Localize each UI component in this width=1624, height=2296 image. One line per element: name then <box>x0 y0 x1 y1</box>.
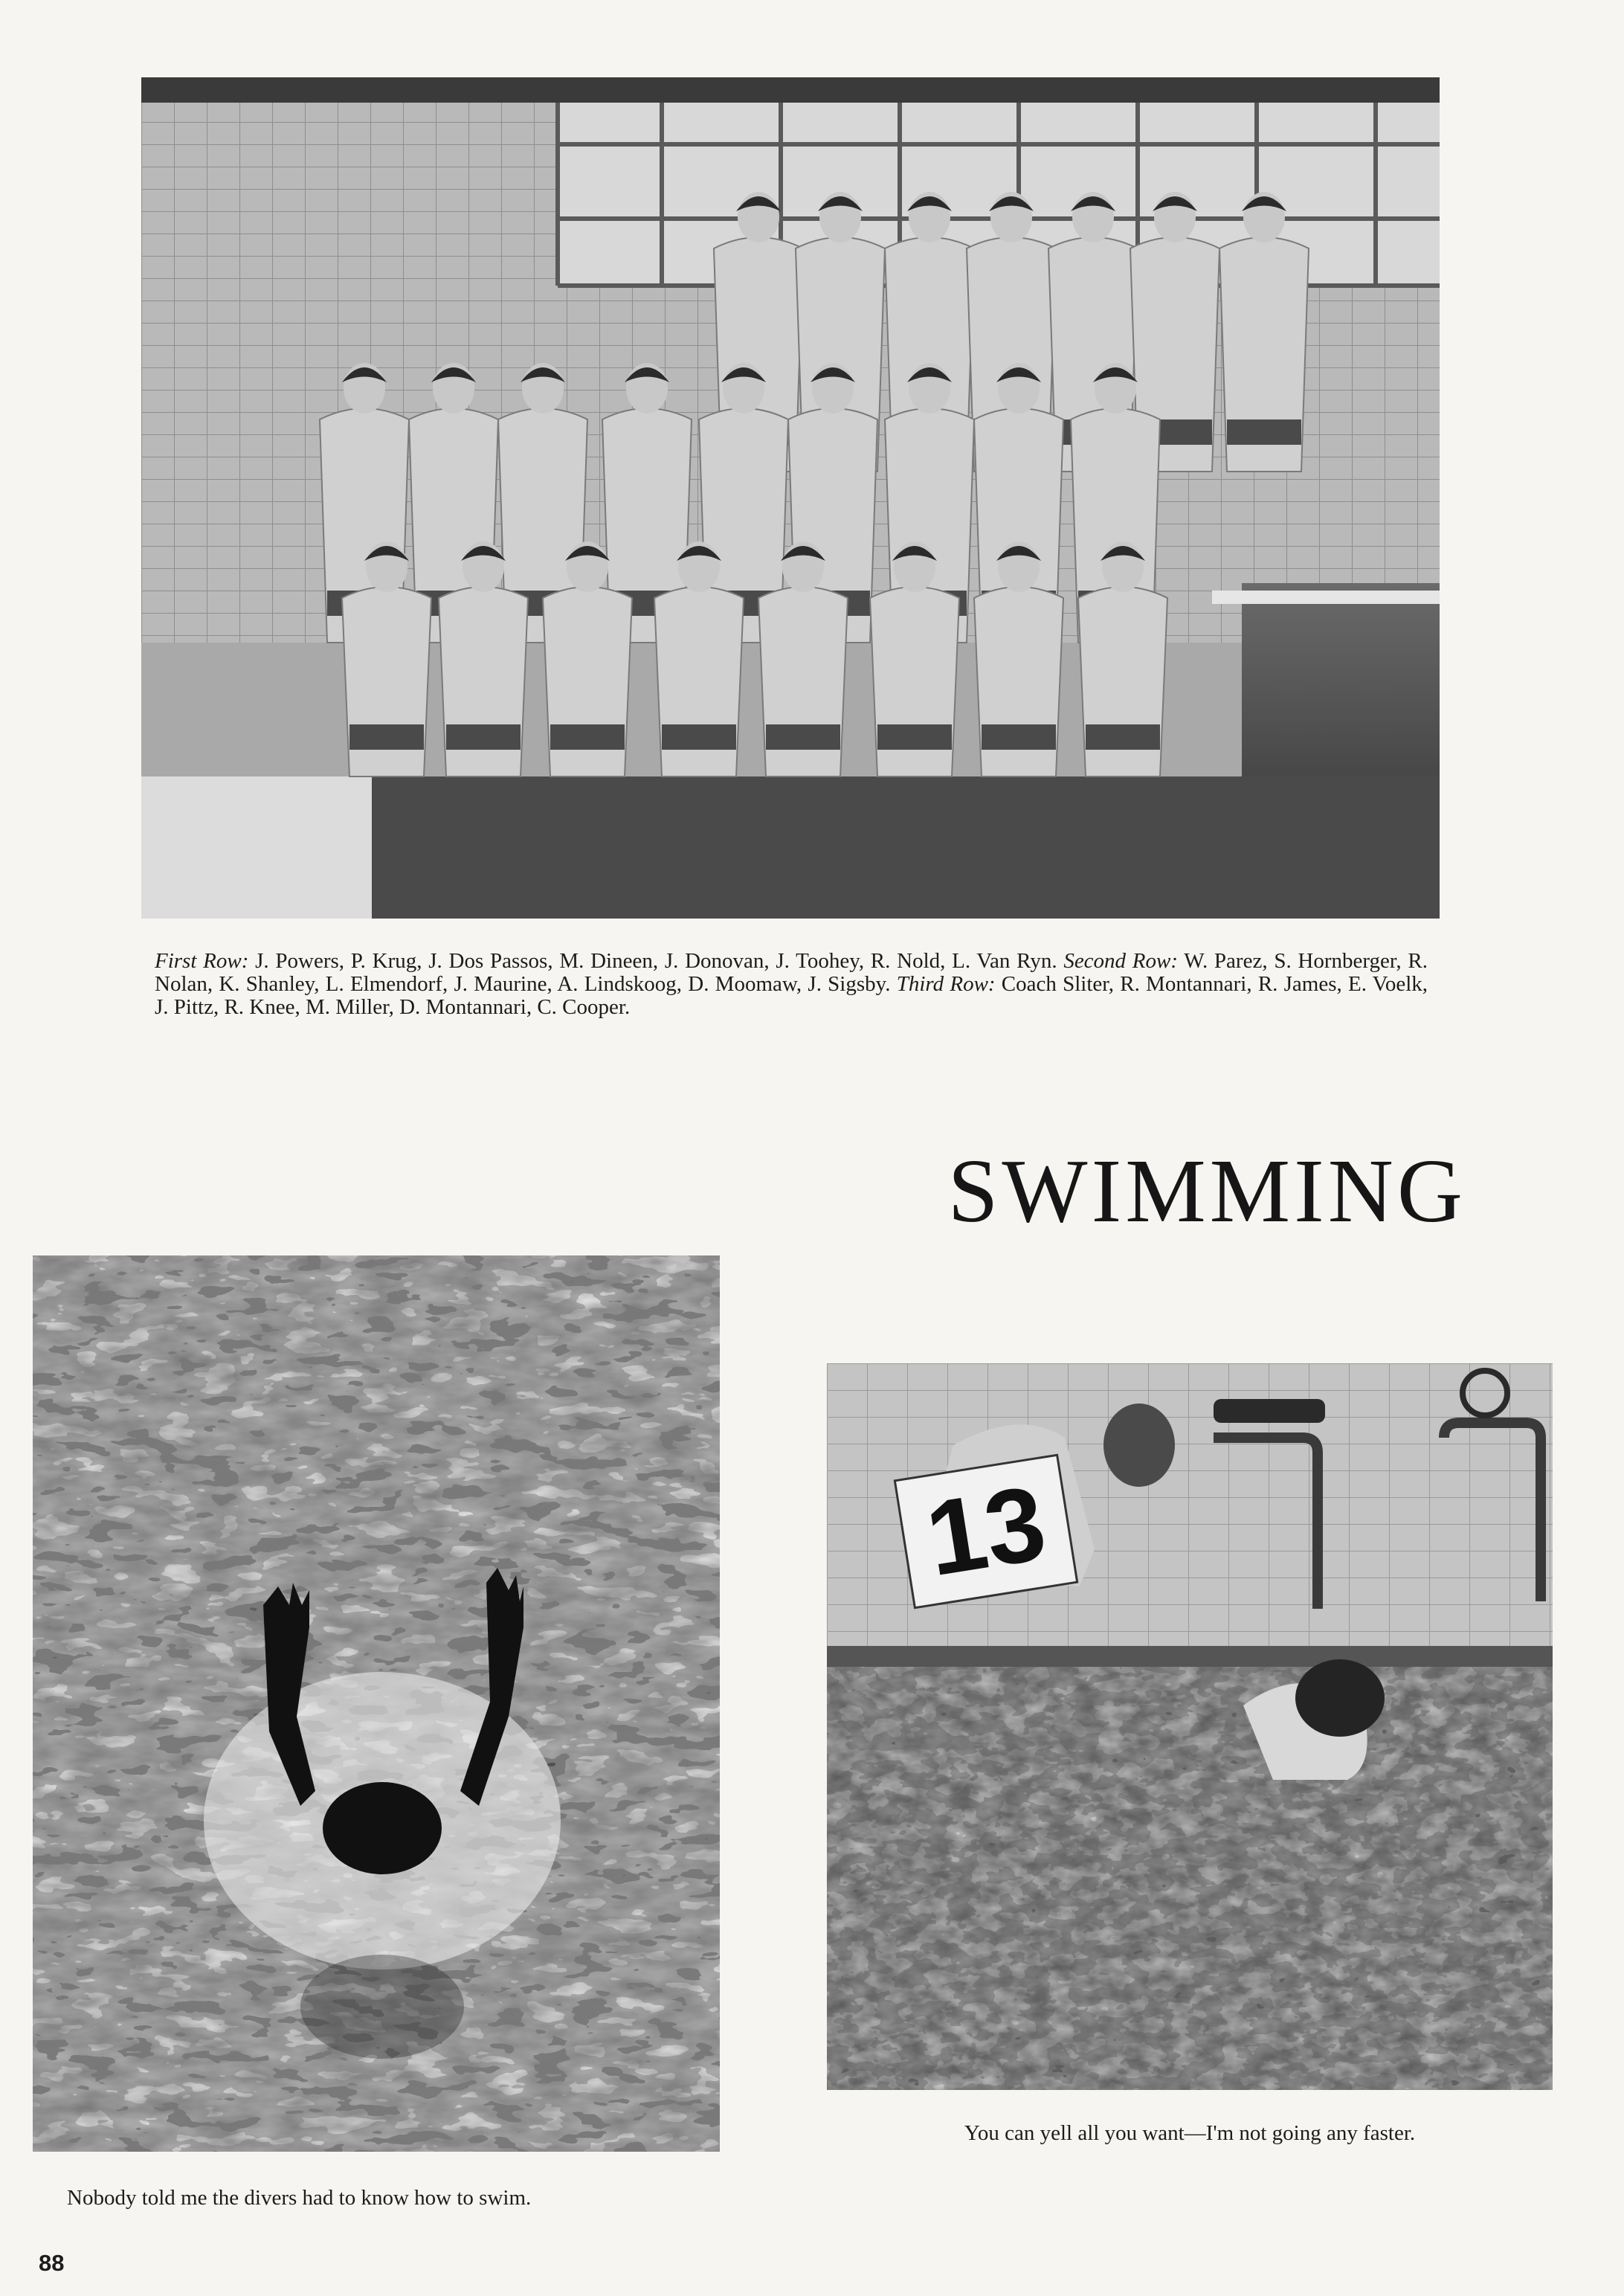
diver-photo-caption: Nobody told me the divers had to know how to swim. <box>67 2186 532 2210</box>
page-number: 88 <box>39 2250 65 2276</box>
race-photo-caption: You can yell all you want—I'm not going any faster. <box>964 2121 1416 2145</box>
third-row-names: Coach Sliter, R. Montannari, R. James, E. Voelk, J. Pittz, R. Knee, M. Miller, D. Montannari, C. Cooper. <box>155 972 1428 1019</box>
second-row-label: Second Row: <box>1063 949 1179 973</box>
second-row-names: W. Parez, S. Hornberger, R. Nolan, K. Shanley, L. Elmendorf, J. Maurine, A. Lindskoog, D. Moomaw, J. Sigsby. <box>155 949 1428 996</box>
third-row-label: Third Row: <box>896 972 996 996</box>
lane-number-text: 13 <box>918 1463 1054 1599</box>
lane-number-sign <box>894 1454 1079 1610</box>
team-photo-caption <box>155 950 1428 1019</box>
diver-photo <box>33 1255 720 2152</box>
first-row-label: First Row: <box>155 949 249 973</box>
team-photo <box>141 77 1440 919</box>
race-photo <box>827 1363 1553 2090</box>
page-title: SWIMMING <box>947 1141 1466 1241</box>
first-row-names: J. Powers, P. Krug, J. Dos Passos, M. Dineen, J. Donovan, J. Toohey, R. Nold, L. Van Ryn. <box>248 949 1064 973</box>
